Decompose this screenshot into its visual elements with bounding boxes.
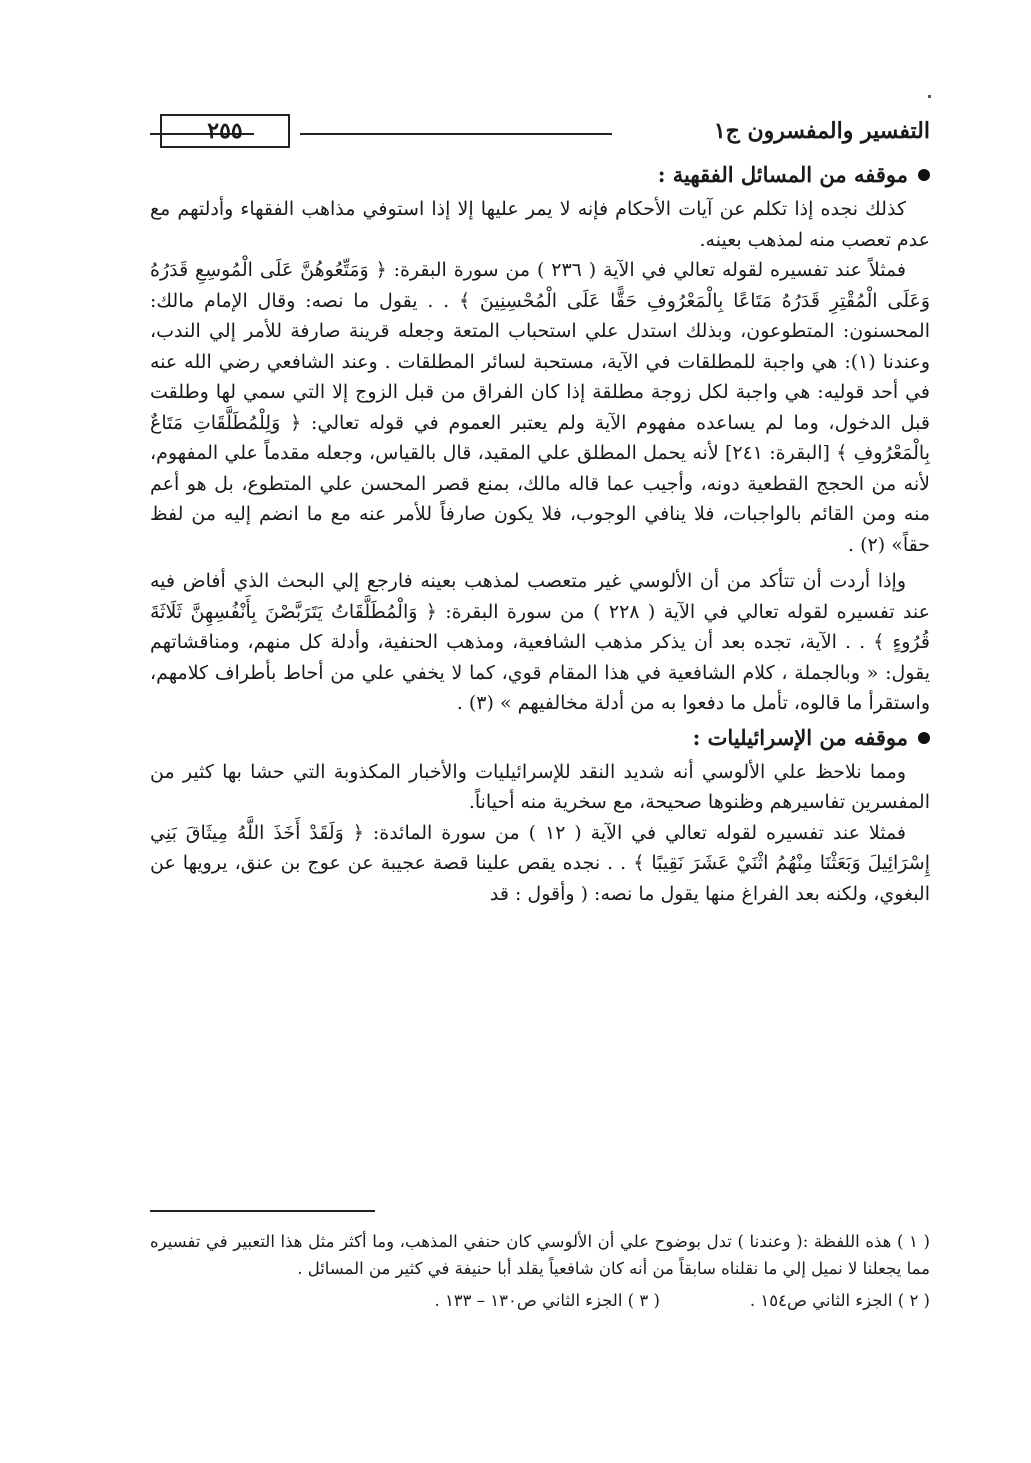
header-rule xyxy=(300,133,612,135)
footnotes xyxy=(150,1228,930,1316)
paragraph: ومما نلاحظ علي الألوسي أنه شديد النقد للإسرائيليات والأخبار المكذوبة التي حشا بها كثير من المفسرين تفاسيرهم وظنوها صحيحة، مع سخرية منه أحياناً. xyxy=(150,760,930,813)
bullet-icon xyxy=(918,732,930,744)
running-title: التفسير والمفسرون ج١ xyxy=(713,118,930,144)
section-heading xyxy=(150,719,930,757)
paragraph: فمثلا عند تفسيره لقوله تعالي في الآية ( ١٢ ) من سورة المائدة: ﴿ وَلَقَدْ أَخَذَ اللَّهُ مِيثَاقَ بَنِي إِسْرَائِيلَ وَبَعَثْنَا مِنْهُمُ اثْنَيْ عَشَرَ نَقِيبًا ﴾ . . نجده يقص علينا قصة عجيبة عن عوج بن عنق، يرويها عن البغوي، ولكنه بعد الفراغ منها يقول ما نصه: ( وأقول : قد xyxy=(150,821,930,905)
footnote: ( ١ ) هذه اللفظة :( وعندنا ) تدل بوضوح علي أن الألوسي كان حنفي المذهب، وما أكثر مثل هذا التعبير في تفسيره مما يجعلنا لا نميل إلي ما نقلناه سابقاً من أنه كان شافعياً يقلد أبا حنيفة في كثير من المسائل . xyxy=(150,1232,930,1278)
paragraph: وإذا أردت أن تتأكد من أن الألوسي غير متعصب لمذهب بعينه فارجع إلي البحث الذي أفاض فيه عند تفسيره لقوله تعالي في الآية ( ٢٢٨ ) من سورة البقرة: ﴿ وَالْمُطَلَّقَاتُ يَتَرَبَّصْنَ بِأَنْفُسِهِنَّ ثَلَاثَةَ قُرُوءٍ ﴾ . . الآية، تجده بعد أن يذكر مذهب الشافعية، ومذهب الحنفية، وأدلة كل منهم، ومناقشاتهم يقول: « وبالجملة ، كلام الشافعية في هذا المقام قوي، كما لا يخفي علي من أحاط بأطراف كلامهم، واستقرأ ما قالوه، تأمل ما دفعوا به من أدلة مخالفيهم » (٣) . xyxy=(150,570,931,714)
page-number: ٢٥٥ xyxy=(207,118,243,144)
footnote-rule xyxy=(150,1210,375,1212)
footnote: ( ٢ ) الجزء الثاني ص١٥٤ . xyxy=(749,1291,930,1310)
book-page xyxy=(150,112,930,909)
section-heading-text: موقفه من المسائل الفقهية : xyxy=(657,162,908,187)
section-heading-text: موقفه من الإسرائيليات : xyxy=(692,724,908,750)
paragraph: كذلك نجده إذا تكلم عن آيات الأحكام فإنه لا يمر عليها إلا إذا استوفي مذاهب الفقهاء وأدلتهم مع عدم تعصب منه لمذهب بعينه. xyxy=(150,198,930,251)
bullet-icon xyxy=(918,169,930,181)
section-heading xyxy=(150,156,930,194)
paragraph: فمثلاً عند تفسيره لقوله تعالي في الآية ( ٢٣٦ ) من سورة البقرة: ﴿ وَمَتِّعُوهُنَّ عَلَى الْمُوسِعِ قَدَرُهُ وَعَلَى الْمُقْتِرِ قَدَرُهُ مَتَاعًا بِالْمَعْرُوفِ حَقًّا عَلَى الْمُحْسِنِينَ ﴾ . . يقول ما نصه: وقال الإمام مالك: المحسنون: المتطوعون، وبذلك استدل علي استحباب المتعة وجعله قرينة صارفة للأمر إلي الندب، وعندنا (١): هي واجبة للمطلقات في الآية، مستحبة لسائر المطلقات . وعند الشافعي رضي الله عنه في أحد قوليه: هي واجبة لكل زوجة مطلقة إذا كان الفراق من قبل الزوج إلا التي سمي لها وطلقت قبل الدخول، وما لم يساعده مفهوم الآية ولم يعتبر العموم في قوله تعالي: ﴿ وَلِلْمُطَلَّقَاتِ مَتَاعٌ بِالْمَعْرُوفِ ﴾ [البقرة: ٢٤١] لأنه يحمل المطلق علي المقيد، قال بالقياس، وجعله مقدماً علي المفهوم، لأنه من الحجج القطعية دونه، وأجيب عما قاله مالك، بمنع قصر المحسن علي المتطوع، بل هو أعم منه ومن القائم بالواجبات، فلا ينافي الوجوب، فلا يكون صارفاً للأمر عنه مع ما انضم إليه من لفظ حقاً» (٢) . xyxy=(150,259,931,556)
page-number-box xyxy=(160,114,290,148)
page-header xyxy=(150,112,930,156)
stray-mark xyxy=(928,95,931,98)
footnote-row xyxy=(150,1286,930,1316)
footnote: ( ٣ ) الجزء الثاني ص١٣٠ – ١٣٣ . xyxy=(434,1291,660,1310)
